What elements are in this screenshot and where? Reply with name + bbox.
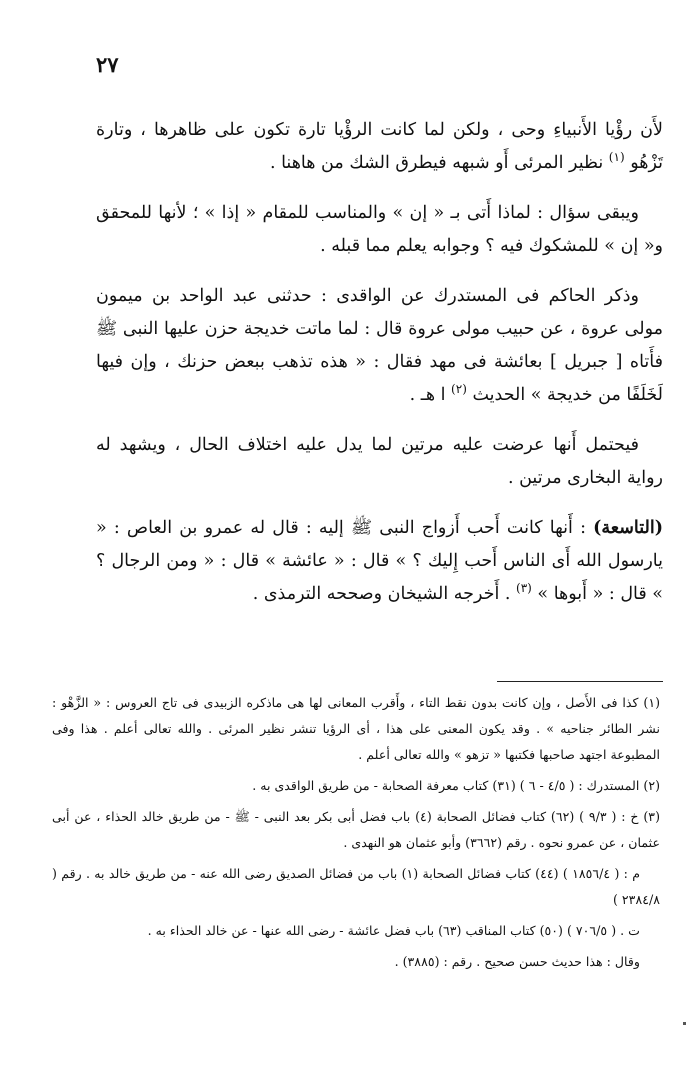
paragraph-3 bbox=[96, 280, 663, 412]
paragraph-3-text-b: ا هـ . bbox=[409, 385, 446, 405]
footnote-1: (١) كذا فى الأَصل ، وإن كانت بدون نقط التاء ، وأَقرب المعانى لها هى ماذكره الزبيدى فى تاج العروس : « الزَّهْو : نشر الطائر جناحيه » . وقد يكون المعنى على هذا ، أى الرؤيا تنشر نظير المرئى . والله تعالى أعلم . هذا وفى المطبوعة اجتهد صاحبها فكتبها « تزهو » والله تعالى أعلم . bbox=[52, 695, 660, 762]
paragraph-5 bbox=[96, 512, 663, 611]
margin-mark bbox=[683, 1022, 686, 1025]
footnote-3-grading: وقال : هذا حديث حسن صحيح . رقم : (٣٨٨٥) . bbox=[394, 954, 640, 969]
paragraph-1-text-a: لأَن رؤْيا الأَنبياءِ وحى ، ولكن لما كانت الرؤْيا تارة تكون على ظاهرها ، وتارة تَزْهُو bbox=[96, 120, 663, 173]
footnote-3: (٣) خ : ( ٩/٣ ) (٦٢) كتاب فضائل الصحابة (٤) باب فضل أبى بكر بعد النبى - ﷺ - من طريق خالد الحذاء ، عن أبى عثمان ، عن عمرو نحوه . رقم (٣٦٦٢) وأبو عثمان هو النهدى . bbox=[52, 809, 660, 850]
paragraph-5-text-a: : أَنها كانت أَحب أَزواج النبى ﷺ إليه : قال له عمرو بن العاص : « يارسول الله أَى الناس أَحب إِليك ؟ » قال : « عائشة » قال : « ومن الرجال ؟ » قال : « أَبوها » bbox=[96, 518, 663, 604]
footnote-3-muslim: م : ( ١٨٥٦/٤ ) (٤٤) كتاب فضائل الصحابة (١) باب من فضائل الصديق رضى الله عنه - من طريق خالد به . رقم ( ٢٣٨٤/٨ ) bbox=[52, 866, 660, 907]
footnotes bbox=[52, 690, 660, 980]
footnote-ref-3: (٣) bbox=[516, 581, 532, 596]
page-number: ٢٧ bbox=[96, 52, 119, 77]
footnote-2: (٢) المستدرك : ( ٤/٥ - ٦ ) (٣١) كتاب معرفة الصحابة - من طريق الواقدى به . bbox=[252, 778, 660, 793]
footnote-3-tirmidhi: ت . ( ٧٠٦/٥ ) (٥٠) كتاب المناقب (٦٣) باب فضل عائشة - رضى الله عنها - عن خالد الحذاء به . bbox=[147, 923, 640, 938]
paragraph-4: فيحتمل أَنها عرضت عليه مرتين لما يدل عليه اختلاف الحال ، ويشهد له رواية البخارى مرتين . bbox=[96, 435, 663, 488]
main-text bbox=[96, 114, 663, 628]
footnote-ref-2: (٢) bbox=[451, 382, 467, 397]
paragraph-1-text-b: نظير المرئى أَو شبهه فيطرق الشك من هاهنا . bbox=[269, 153, 604, 173]
paragraph-1 bbox=[96, 114, 663, 180]
footnote-separator bbox=[497, 681, 663, 682]
section-label-ninth: (التاسعة) bbox=[593, 518, 663, 538]
paragraph-2: ويبقى سؤال : لماذا أَتى بـ « إن » والمناسب للمقام « إذا » ؛ لأنها للمحقق و« إن » للمشكوك فيه ؟ وجوابه يعلم مما قبله . bbox=[96, 203, 663, 256]
paragraph-5-text-b: . أَخرجه الشيخان وصححه الترمذى . bbox=[252, 584, 511, 604]
paragraph-3-text-a: وذكر الحاكم فى المستدرك عن الواقدى : حدثنى عبد الواحد بن ميمون مولى عروة ، عن حبيب مولى عروة قال : لما ماتت خديجة حزن عليها النبى ﷺ فأَتاه [ جبريل ] بعائشة فى مهد فقال : « هذه تذهب ببعض حزنك ، وإن فيها لَخَلَفًا من خديجة » الحديث bbox=[96, 286, 663, 405]
footnote-ref-1: (١) bbox=[608, 150, 625, 165]
